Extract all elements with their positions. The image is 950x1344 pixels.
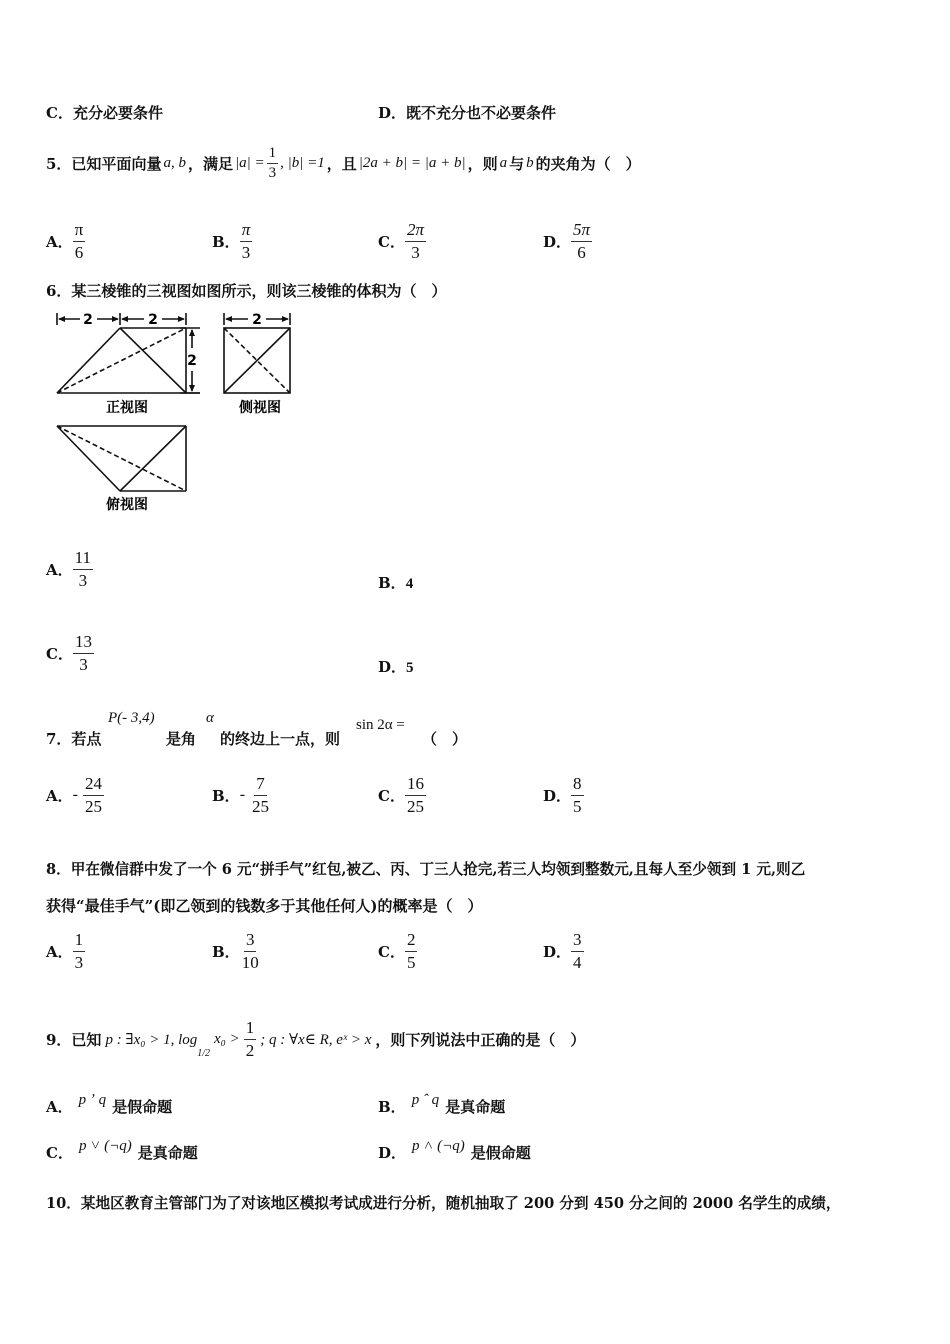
frac-num: 8 xyxy=(571,774,584,796)
option-label: D． xyxy=(543,786,572,805)
option-text: 是假命题 xyxy=(112,1098,173,1116)
frac-num: 1 xyxy=(267,145,279,164)
q5-suffix: 的夹角为（ ） xyxy=(535,155,641,174)
option-frac xyxy=(250,774,271,816)
frac-den: 5 xyxy=(573,796,582,816)
q5-mid1: ，满足 xyxy=(187,155,233,174)
q8-stem-line1: 8．甲在微信群中发了一个 6 元“拼手气”红包,被乙、丙、丁三人抢完,若三人均领到整数元,且每人至少领到 1 元,则乙 xyxy=(46,861,806,878)
frac-den: 2 xyxy=(245,1040,255,1060)
option-label: D． xyxy=(543,232,572,251)
option-text: 是假命题 xyxy=(470,1144,531,1162)
side-view-shape xyxy=(224,328,290,393)
q5-prefix: 5．已知平面向量 xyxy=(46,155,162,174)
q4-option-d xyxy=(378,102,556,123)
option-value: 5 xyxy=(406,660,414,676)
option-frac xyxy=(571,930,584,972)
option-label: C． xyxy=(46,644,73,663)
frac-den: 25 xyxy=(84,796,102,816)
q10-stem-line1: 10．某地区教育主管部门为了对该地区模拟考试成进行分析，随机抽取了 200 分到 450 分之间的 2000 名学生的成绩， xyxy=(46,1195,841,1212)
frac-den: 3 xyxy=(411,242,420,262)
q5-option-d xyxy=(543,220,592,262)
option-frac xyxy=(405,774,426,816)
front-view-shape xyxy=(57,328,200,393)
option-frac xyxy=(240,930,261,972)
frac-num: 16 xyxy=(405,774,426,796)
frac-den: 5 xyxy=(406,952,416,972)
q5-vars: a, b xyxy=(163,155,186,172)
frac-num: 24 xyxy=(83,774,104,796)
q7-mid2: 的终边上一点，则 xyxy=(220,730,341,748)
frac-den: 3 xyxy=(268,165,277,182)
option-label: A． xyxy=(46,1098,73,1116)
q9-prefix: 9．已知 xyxy=(46,1030,102,1049)
q7-mid: 是角 xyxy=(166,730,197,748)
frac-den: 25 xyxy=(252,796,270,816)
q5-mid3: ，则 xyxy=(467,155,498,174)
option-frac xyxy=(240,220,253,262)
q6-option-a xyxy=(46,548,93,590)
q7-option-b xyxy=(212,774,271,816)
q6-option-b xyxy=(378,572,413,593)
option-frac xyxy=(571,220,592,262)
option-text: 既不充分也不必要条件 xyxy=(406,104,557,122)
q9-q-part: ; q : ∀x∈ R, eˣ > x xyxy=(260,1031,372,1048)
frac-num: 2π xyxy=(405,220,426,242)
frac-den: 3 xyxy=(74,952,84,972)
q5-var-b: b xyxy=(526,155,534,172)
q5-stem xyxy=(46,145,641,183)
option-frac xyxy=(405,930,418,972)
q8-option-d xyxy=(543,930,584,972)
option-expr: p ˆ q xyxy=(411,1092,440,1108)
option-frac xyxy=(73,220,86,262)
frac-num: 11 xyxy=(73,548,93,570)
frac-num: π xyxy=(73,220,86,242)
q5-cond-b: , |b| =1 xyxy=(280,155,325,172)
q9-suffix: ，则下列说法中正确的是（ ） xyxy=(375,1030,586,1049)
frac-num: 13 xyxy=(73,632,94,654)
option-label: B． xyxy=(378,1098,406,1116)
q5-yu: 与 xyxy=(509,155,525,174)
q9-option-c xyxy=(46,1138,198,1163)
option-label: B． xyxy=(378,574,406,592)
front-view-dimensions xyxy=(57,313,200,393)
frac-den: 25 xyxy=(406,796,424,816)
option-frac xyxy=(73,930,86,972)
frac-den: 4 xyxy=(573,952,582,972)
frac-num: π xyxy=(240,220,253,242)
option-expr: p ˄ (¬q) xyxy=(412,1138,465,1154)
q7-point: P(- 3,4) xyxy=(108,710,155,726)
option-label: C． xyxy=(378,232,405,251)
q7-expr: sin 2α = xyxy=(356,717,405,733)
option-label: B． xyxy=(212,232,240,251)
q4-option-c xyxy=(46,102,163,123)
option-label: B． xyxy=(212,786,240,805)
q6-option-c xyxy=(46,632,94,674)
q9-half-frac xyxy=(244,1018,257,1060)
q5-cond-a-frac xyxy=(267,145,279,183)
frac-den: 3 xyxy=(241,242,251,262)
option-label: D． xyxy=(543,942,572,961)
side-dim-label: 2 xyxy=(252,312,262,328)
front-dim-label-left: 2 xyxy=(83,312,93,328)
option-label: C． xyxy=(378,942,405,961)
frac-num: 1 xyxy=(73,930,86,952)
option-text: 是真命题 xyxy=(445,1098,506,1116)
top-view-shape xyxy=(57,426,186,491)
option-label: A． xyxy=(46,232,73,251)
option-frac xyxy=(83,774,104,816)
option-frac xyxy=(73,632,94,674)
option-sign: - xyxy=(239,786,246,804)
q9-p-part: p : ∃x₀ > 1, log xyxy=(105,1031,198,1048)
frac-num: 3 xyxy=(244,930,257,952)
q6-option-d xyxy=(378,656,414,677)
q8-option-b xyxy=(212,930,261,972)
q9-option-d xyxy=(378,1138,531,1163)
option-label: A． xyxy=(46,942,73,961)
option-label: C． xyxy=(46,104,73,122)
q9-stem xyxy=(46,1018,585,1060)
q7-option-c xyxy=(378,774,426,816)
option-label: A． xyxy=(46,786,73,805)
q5-option-a xyxy=(46,220,85,262)
option-expr: p ˅ (¬q) xyxy=(78,1138,132,1154)
q6-stem: 6．某三棱锥的三视图如图所示，则该三棱锥的体积为（ ） xyxy=(46,282,447,300)
frac-num: 7 xyxy=(254,774,267,796)
frac-den: 3 xyxy=(78,570,88,590)
frac-den: 3 xyxy=(79,654,88,674)
q9-option-a xyxy=(46,1092,173,1117)
frac-num: 2 xyxy=(405,930,418,952)
option-label: B． xyxy=(212,942,240,961)
three-view-figure xyxy=(40,308,310,520)
q7-option-d xyxy=(543,774,584,816)
frac-den: 6 xyxy=(577,242,586,262)
q7-suffix: （ ） xyxy=(422,730,468,748)
frac-num: 5π xyxy=(571,220,592,242)
q9-log-base: 1/2 xyxy=(197,1047,211,1059)
option-sign: - xyxy=(72,786,78,804)
option-text: 充分必要条件 xyxy=(72,104,163,122)
option-expr: p ʼ q xyxy=(78,1092,107,1108)
front-dim-label-right: 2 xyxy=(148,312,158,328)
q8-option-a xyxy=(46,930,85,972)
option-label: D． xyxy=(378,658,407,676)
q8-stem-line2: 获得“最佳手气”(即乙领到的钱数多于其他任何人)的概率是（ ） xyxy=(46,897,483,915)
option-frac xyxy=(571,774,584,816)
q9-x0: x₀ > xyxy=(214,1030,240,1047)
option-frac xyxy=(405,220,426,262)
frac-num: 1 xyxy=(244,1018,257,1040)
q7-alpha: α xyxy=(206,710,214,726)
option-label: D． xyxy=(378,1144,407,1162)
q7-option-a xyxy=(46,774,104,816)
front-dim-label-height: 2 xyxy=(187,353,197,369)
q7-prefix: 7．若点 xyxy=(46,730,102,748)
frac-den: 10 xyxy=(241,952,259,972)
top-view-label: 俯视图 xyxy=(106,497,148,513)
q9-option-b xyxy=(378,1092,506,1117)
option-label: A． xyxy=(46,560,73,579)
option-label: D． xyxy=(378,104,407,122)
option-value: 4 xyxy=(405,576,414,592)
q5-var-a: a xyxy=(499,155,508,172)
option-label: C． xyxy=(46,1144,73,1162)
frac-num: 3 xyxy=(571,930,584,952)
q5-cond2: |2a + b| = |a + b| xyxy=(358,155,466,172)
option-frac xyxy=(73,548,93,590)
option-label: C． xyxy=(378,786,405,805)
q8-option-c xyxy=(378,930,417,972)
q5-option-b xyxy=(212,220,252,262)
option-text: 是真命题 xyxy=(137,1144,198,1162)
frac-den: 6 xyxy=(74,242,84,262)
side-view-label: 侧视图 xyxy=(239,400,281,416)
front-view-label: 正视图 xyxy=(106,400,148,416)
q5-option-c xyxy=(378,220,426,262)
q5-cond-a: |a| = xyxy=(234,155,265,172)
q5-mid2: ，且 xyxy=(326,155,357,174)
